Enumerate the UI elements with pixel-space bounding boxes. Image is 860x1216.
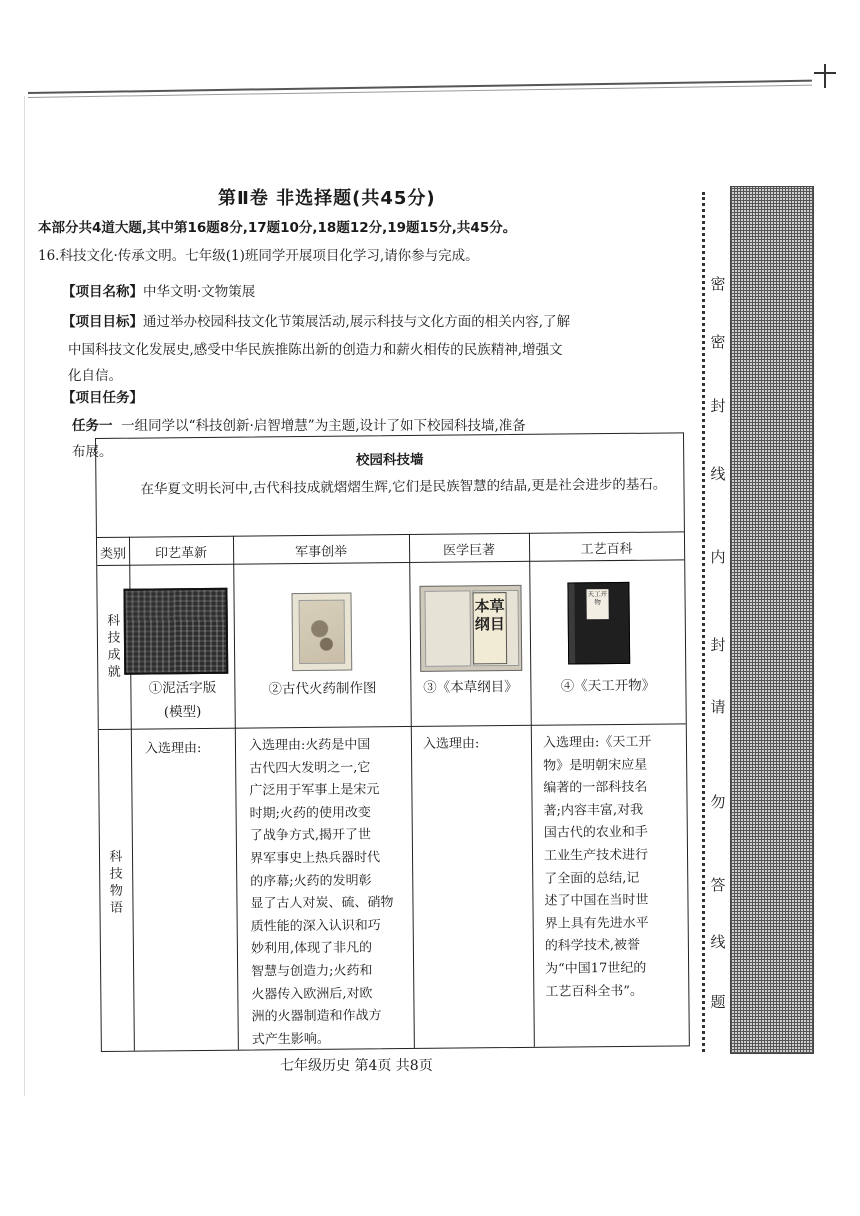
reason-tiangong-line: 物》是明朝宋应星 [543, 757, 648, 774]
project-goal-label: 【项目目标】 [62, 314, 143, 330]
caption-gunpowder: ②古代火药制作图 [268, 680, 377, 698]
reason-gunpowder-line: 的序幕;火药的发明彰 [250, 872, 372, 890]
bencao-image [419, 585, 522, 672]
reason-gunpowder-line: 式产生影响。 [251, 1031, 330, 1048]
task1-line1: 一组同学以“科技创新·启智增慧”为主题,设计了如下校园科技墙,准备 [121, 418, 526, 434]
reason-gunpowder-line: 入选理由:火药是中国 [248, 737, 371, 754]
binding-seal-char: 内 [706, 545, 730, 569]
section-instructions: 本部分共4道大题,其中第16题8分,17题10分,18题12分,19题15分,共45分。 [38, 220, 517, 236]
reason-tiangong-line: 述了中国在当时世 [544, 892, 649, 909]
binding-dotted-line [702, 192, 705, 1052]
tiangong-cover-title: 天工开物 [586, 589, 608, 619]
reason-gunpowder-line: 智慧与创造力;火药和 [251, 963, 373, 980]
bencao-cover-title: 本草纲目 [472, 592, 507, 664]
page-edge [24, 96, 25, 1096]
category-military: 军事创举 [295, 544, 348, 561]
reason-tiangong-line: 的科学技术,被誉 [544, 938, 641, 955]
reason-tiangong-line: 界上具有先进水平 [544, 915, 649, 932]
reason-gunpowder [249, 734, 412, 1052]
reason-gunpowder-line: 界军事史上热兵器时代 [249, 850, 381, 867]
reason-tiangong-line: 国古代的农业和手 [543, 825, 648, 842]
project-goal [62, 310, 570, 330]
binding-seal-char: 请 [706, 695, 730, 719]
reason-tiangong-line: 了全面的总结,记 [544, 870, 640, 887]
reason-gunpowder-line: 妙利用,体现了非凡的 [250, 940, 373, 957]
task1-line2: 布展。 [72, 444, 113, 460]
reason-gunpowder-line: 火器传入欧洲后,对欧 [251, 985, 373, 1003]
reason-gunpowder-line: 质性能的深入认识和巧 [250, 918, 381, 935]
caption-tiangong: ④《天工开物》 [560, 677, 656, 695]
task1 [72, 414, 526, 434]
binding-seal-char: 线 [706, 930, 730, 954]
category-printing: 印艺革新 [155, 545, 208, 562]
section-title: 第Ⅱ卷 非选择题(共45分) [218, 188, 436, 209]
binding-seal-char: 勿 [706, 790, 730, 814]
category-crafts: 工艺百科 [580, 541, 633, 558]
crop-mark [814, 64, 836, 88]
science-wall-table [95, 432, 690, 1052]
project-name-label: 【项目名称】 [62, 284, 143, 300]
caption-bencao: ③《本草纲目》 [423, 678, 518, 696]
binding-seal-char: 答 [706, 873, 730, 897]
table-intro: 在华夏文明长河中,古代科技成就熠熠生辉,它们是民族智慧的结晶,更是社会进步的基石。 [140, 476, 667, 498]
table-heading: 校园科技墙 [355, 451, 424, 469]
reason-clay-type: 入选理由: [144, 740, 202, 757]
category-label: 类别 [100, 546, 127, 562]
reason-gunpowder-line: 洲的火器制造和作战方 [251, 1008, 382, 1025]
reason-tiangong-line: 为“中国17世纪的 [545, 960, 647, 977]
reason-tiangong-line: 入选理由:《天工开 [542, 734, 652, 751]
project-goal-line1: 通过举办校园科技文化节策展活动,展示科技与文化方面的相关内容,了解 [143, 314, 571, 330]
caption-clay-type-line2: (模型) [163, 703, 202, 721]
reason-tiangong-line: 著;内容丰富,对我 [543, 802, 644, 819]
binding-hatch-strip [730, 186, 814, 1054]
binding-seal-char: 密 [706, 330, 730, 354]
rule-achievement [99, 723, 686, 730]
clay-type-image [123, 588, 228, 675]
binding-seal-char: 密 [706, 272, 730, 296]
project-goal-line2: 中国科技文化发展史,感受中华民族推陈出新的创造力和薪火相传的民族精神,增强文 [68, 342, 563, 358]
reason-gunpowder-line: 显了古人对炭、硫、硝物 [250, 895, 394, 912]
binding-seal-char: 题 [706, 990, 730, 1014]
reason-tiangong-line: 编著的一部科技名 [543, 779, 648, 796]
project-tasks-label: 【项目任务】 [62, 390, 143, 406]
reason-tiangong-line: 工业生产技术进行 [543, 847, 649, 864]
category-medicine: 医学巨著 [443, 543, 496, 559]
row-label-story: 科技物语 [109, 849, 124, 916]
binding-seal-char: 线 [706, 462, 730, 486]
row-label-achievement: 科技成就 [107, 613, 121, 680]
caption-clay-type-line1: ①泥活字版 [148, 679, 217, 697]
col-divider-4 [529, 533, 535, 1047]
col-divider-2 [233, 536, 239, 1050]
binding-seal-char: 封 [706, 633, 730, 657]
reason-tiangong [543, 731, 688, 1003]
project-name [62, 280, 255, 300]
caption-clay-type [130, 676, 234, 725]
rule-intro [97, 531, 684, 538]
page-footer: 七年级历史 第4页 共8页 [280, 1058, 433, 1074]
reason-tiangong-line: 工艺百科全书”。 [545, 983, 644, 1000]
reason-gunpowder-line: 时期;火药的使用改变 [249, 805, 372, 822]
reason-gunpowder-line: 了战争方式,揭开了世 [249, 827, 372, 844]
gunpowder-image [291, 593, 352, 672]
question-stem: 16.科技文化·传承文明。七年级(1)班同学开展项目化学习,请你参与完成。 [38, 248, 479, 264]
project-name-value: 中华文明·文物策展 [143, 284, 256, 300]
reason-gunpowder-line: 广泛用于军事上是宋元 [249, 782, 380, 799]
tiangong-image [567, 582, 630, 665]
reason-gunpowder-line: 古代四大发明之一,它 [249, 759, 371, 777]
project-goal-line3: 化自信。 [68, 368, 122, 384]
reason-bencao: 入选理由: [422, 736, 480, 752]
binding-seal-char: 封 [706, 394, 730, 418]
task1-label: 任务一 [72, 418, 113, 434]
